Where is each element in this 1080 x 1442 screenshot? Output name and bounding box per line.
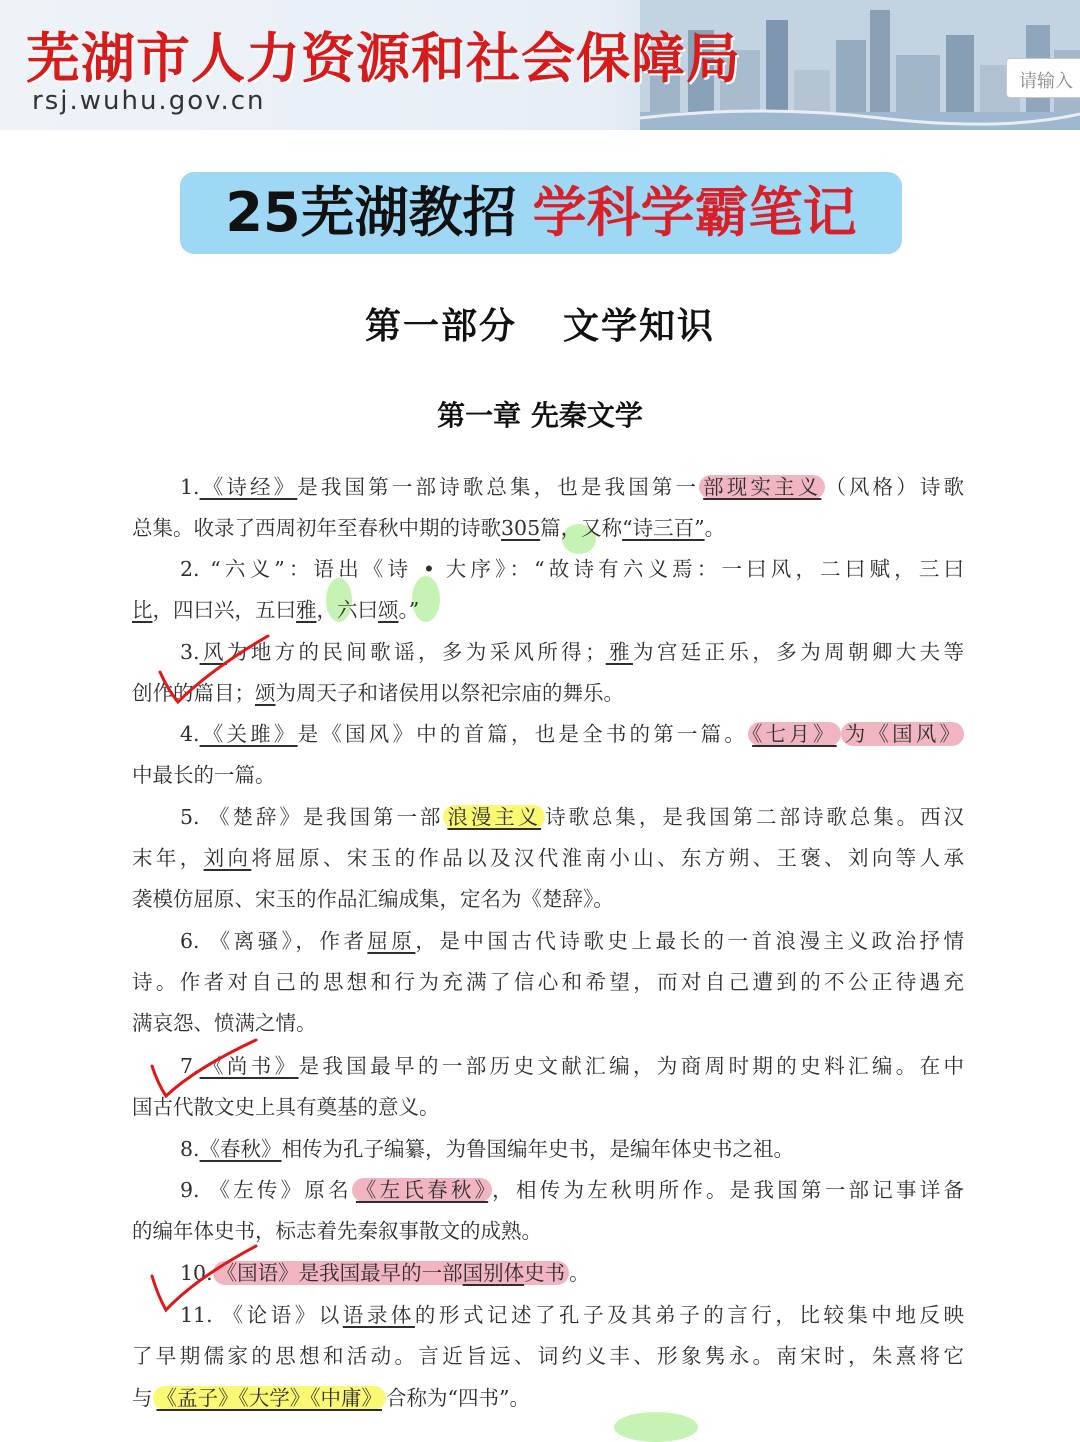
list-item: 6. 《离骚》，作者屈原，是中国古代诗歌史上最长的一首浪漫主义政治抒情 (180, 929, 965, 953)
search-input[interactable]: 请输入 (1006, 58, 1080, 98)
site-title: 芜湖市人力资源和社会保障局 (26, 27, 741, 90)
check-mark-icon (144, 1036, 264, 1102)
chapter-heading: 第一章 先秦文学 (437, 399, 643, 432)
part-label: 第一部分 (364, 306, 517, 347)
list-item: 2. “六义”：语出《诗 • 大序》：“故诗有六义焉：一曰风，二曰赋，三曰 (180, 557, 964, 581)
check-mark-icon (144, 1242, 264, 1316)
cover-title (180, 172, 902, 254)
list-item: 创作的篇目；颂为周天子和诸侯用以祭祀宗庙的舞乐。 (132, 681, 624, 705)
list-item: 比，四曰兴，五曰雅，六曰颂。” (132, 598, 420, 622)
list-item: 与 《孟子》《大学》《中庸》 合称为“四书”。 (132, 1386, 530, 1410)
list-item: 国古代散文史上具有奠基的意义。 (132, 1095, 440, 1119)
list-item: 1.《诗经》是我国第一部诗歌总集，也是我国第一 部现实主义 （风格）诗歌 (180, 475, 965, 499)
list-item: 4.《关雎》是《国风》中的首篇，也是全书的第一篇。 《七月》 为《国风》 (132, 719, 964, 749)
list-item: 7.《尚书》是我国最早的一部历史文献汇编，为商周时期的史料汇编。在中 (180, 1054, 965, 1078)
list-item: 了早期儒家的思想和活动。言近旨远、词约义丰、形象隽永。南宋时，朱熹将它 (132, 1344, 964, 1368)
cover-title-accent: 学科学霸笔记 (532, 181, 857, 244)
part-heading (0, 298, 1080, 349)
cover-title-main: 25芜湖教招 (225, 181, 517, 244)
list-item: 10. 《国语》是我国最早的一部国别体史书 。 (180, 1261, 590, 1285)
list-item: 8.《春秋》相传为孔子编纂，为鲁国编年史书，是编年体史书之祖。 (180, 1137, 795, 1161)
site-banner (0, 0, 1080, 130)
list-item: 11. 《论语》以语录体的形式记述了孔子及其弟子的言行，比较集中地反映 (180, 1303, 965, 1327)
list-item: 满哀怨、愤满之情。 (132, 1011, 317, 1035)
list-item: 的编年体史书，标志着先秦叙事散文的成熟。 (132, 1219, 542, 1243)
list-item: 袭模仿屈原、宋玉的作品汇编成集，定名为《楚辞》。 (132, 887, 614, 911)
part-name: 文学知识 (563, 306, 716, 347)
site-url: rsj.wuhu.gov.cn (32, 86, 266, 116)
list-item: 末年，刘向将屈原、宋玉的作品以及汉代淮南小山、东方朔、王褒、刘向等人承 (132, 846, 965, 870)
list-item: 诗。作者对自己的思想和行为充满了信心和希望，而对自己遭到的不公正待遇充 (132, 970, 964, 994)
list-item: 9. 《左传》原名 《左氏春秋》 ，相传为左秋明所作。是我国第一部记事详备 (180, 1178, 965, 1202)
green-marker-dot (614, 1412, 698, 1442)
list-item: 5. 《楚辞》是我国第一部 浪漫主义 诗歌总集，是我国第二部诗歌总集。西汉 (180, 805, 965, 829)
list-item: 中最长的一篇。 (132, 763, 276, 787)
list-item: 3.风为地方的民间歌谣，多为采风所得；雅为宫廷正乐，多为周朝卿大夫等 (180, 640, 965, 664)
list-item: 总集。收录了西周初年至春秋中期的诗歌305篇，又称“诗三百”。 (132, 516, 726, 540)
check-mark-icon (150, 630, 280, 710)
